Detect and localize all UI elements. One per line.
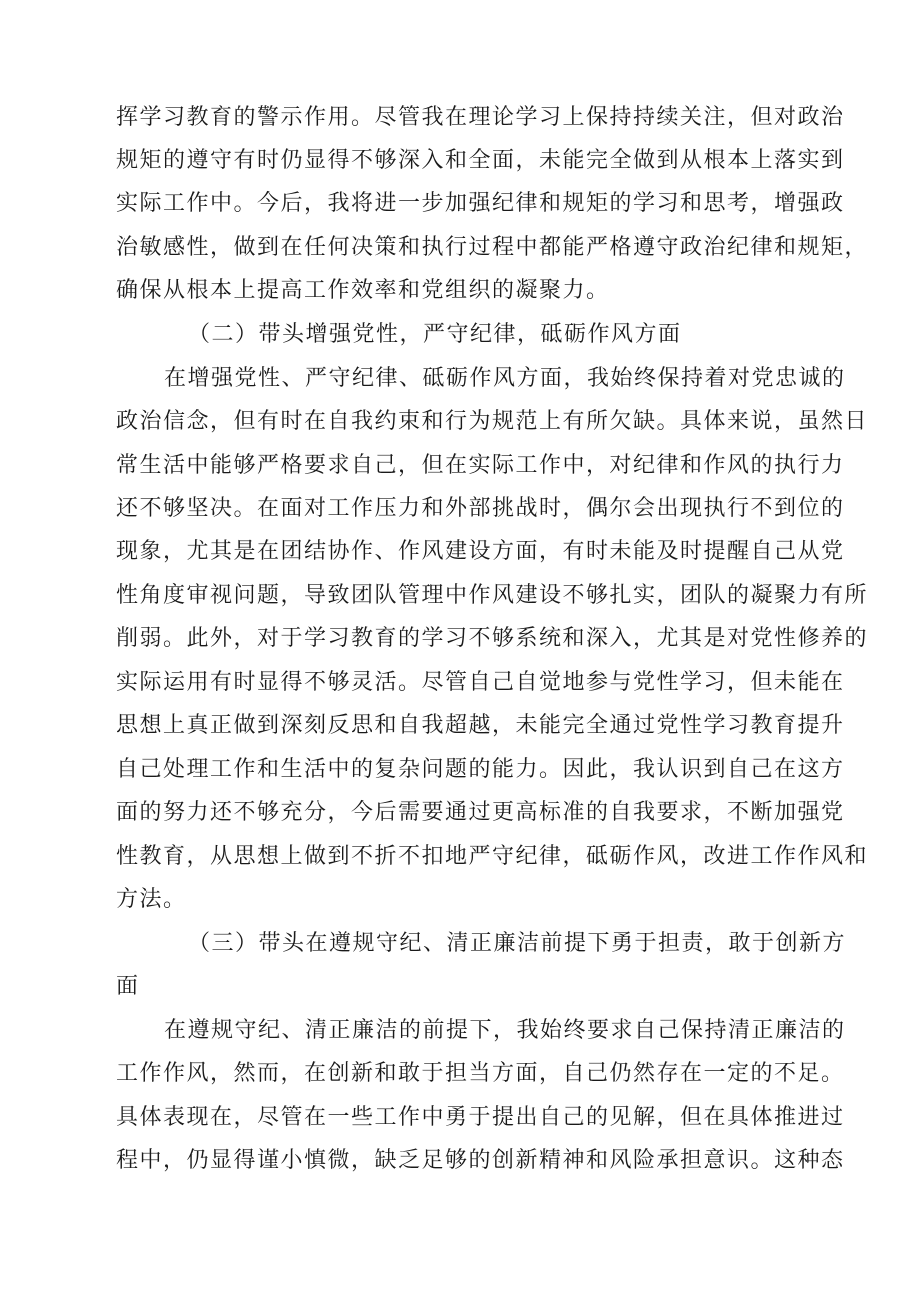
text-line: 确保从根本上提高工作效率和党组织的凝聚力。 bbox=[116, 278, 610, 303]
text-line: 性教育，从思想上做到不折不扣地严守纪律，砥砺作风，改进工作作风和 bbox=[116, 844, 869, 869]
text-line: 具体表现在，尽管在一些工作中勇于提出自己的见解，但在具体推进过 bbox=[116, 1105, 845, 1130]
text-line: 方法。 bbox=[116, 887, 187, 912]
text-line: 实际工作中。今后，我将进一步加强纪律和规矩的学习和思考，增强政 bbox=[116, 191, 845, 216]
text-line: 常生活中能够严格要求自己，但在实际工作中，对纪律和作风的执行力 bbox=[116, 453, 845, 478]
paragraph-first-line: 在增强党性、严守纪律、砥砺作风方面，我始终保持着对党忠诚的 bbox=[164, 366, 846, 391]
text-line: 还不够坚决。在面对工作压力和外部挑战时，偶尔会出现执行不到位的 bbox=[116, 496, 845, 521]
text-line: 性角度审视问题，导致团队管理中作风建设不够扎实，团队的凝聚力有所 bbox=[116, 583, 869, 608]
text-line: 实际运用有时显得不够灵活。尽管自己自觉地参与党性学习，但未能在 bbox=[116, 670, 845, 695]
text-line: 治敏感性，做到在任何决策和执行过程中都能严格遵守政治纪律和规矩， bbox=[116, 235, 869, 260]
section-heading-2: （二）带头增强党性，严守纪律，砥砺作风方面 bbox=[188, 322, 682, 347]
paragraph-first-line: 在遵规守纪、清正廉洁的前提下，我始终要求自己保持清正廉洁的 bbox=[164, 1018, 846, 1043]
text-line: 规矩的遵守有时仍显得不够深入和全面，未能完全做到从根本上落实到 bbox=[116, 148, 845, 173]
text-line: 工作作风，然而，在创新和敢于担当方面，自己仍然存在一定的不足。 bbox=[116, 1061, 845, 1086]
text-line: 政治信念，但有时在自我约束和行为规范上有所欠缺。具体来说，虽然日 bbox=[116, 409, 869, 434]
text-line: 削弱。此外，对于学习教育的学习不够系统和深入，尤其是对党性修养的 bbox=[116, 626, 869, 651]
text-line: 面的努力还不够充分，今后需要通过更高标准的自我要求，不断加强党 bbox=[116, 800, 845, 825]
text-line: 思想上真正做到深刻反思和自我超越，未能完全通过党性学习教育提升 bbox=[116, 713, 845, 738]
section-heading-3: （三）带头在遵规守纪、清正廉洁前提下勇于担责，敢于创新方 bbox=[188, 931, 847, 956]
text-line: 现象，尤其是在团结协作、作风建设方面，有时未能及时提醒自己从党 bbox=[116, 539, 845, 564]
text-line: 挥学习教育的警示作用。尽管我在理论学习上保持持续关注，但对政治 bbox=[116, 105, 845, 130]
text-line: 程中，仍显得谨小慎微，缺乏足够的创新精神和风险承担意识。这种态 bbox=[116, 1148, 845, 1173]
text-line: 自己处理工作和生活中的复杂问题的能力。因此，我认识到自己在这方 bbox=[116, 757, 845, 782]
section-heading-3-cont: 面 bbox=[116, 974, 140, 999]
